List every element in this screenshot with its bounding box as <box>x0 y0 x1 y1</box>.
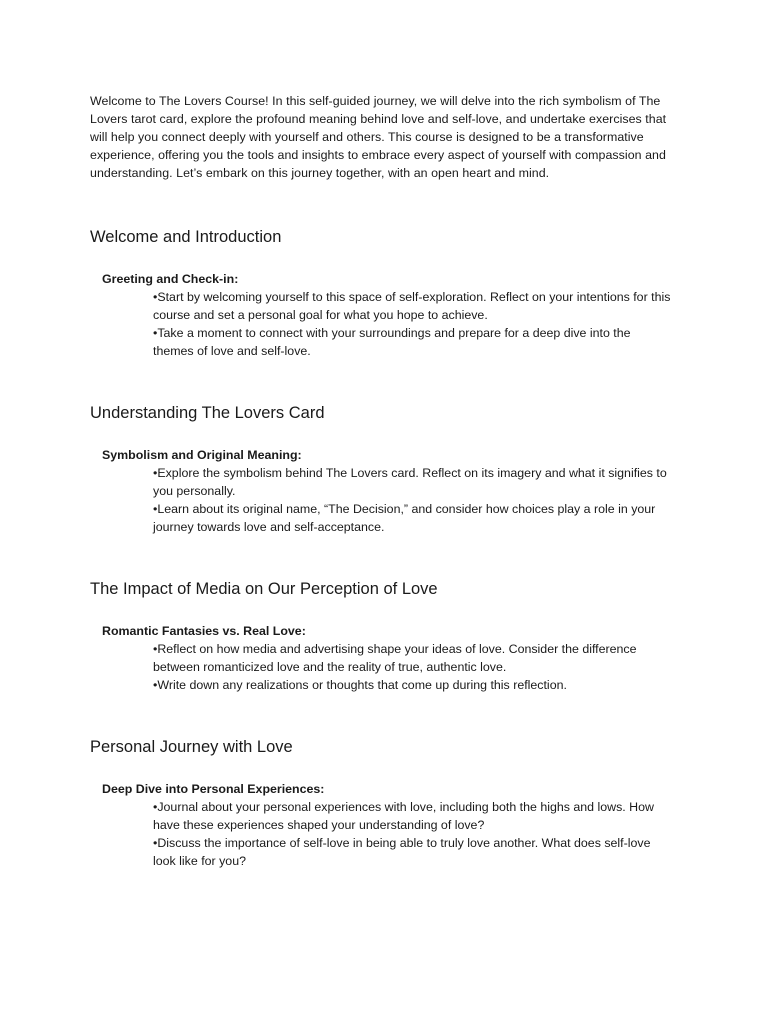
bullet-item: • Discuss the importance of self-love in being able to truly love another. What does self-love look like for you? <box>153 834 673 870</box>
subsection-heading: Symbolism and Original Meaning: <box>102 448 302 462</box>
subsection-heading: Greeting and Check-in: <box>102 272 239 286</box>
bullet-item: • Reflect on how media and advertising shape your ideas of love. Consider the difference between romanticized love and the reality of true, authentic love. <box>153 640 673 676</box>
bullet-item: • Start by welcoming yourself to this space of self-exploration. Reflect on your intentions for this course and set a personal goal for what you hope to achieve. <box>153 288 673 324</box>
bullet-list <box>153 464 673 536</box>
subsection <box>102 780 680 870</box>
bullet-item: • Take a moment to connect with your surroundings and prepare for a deep dive into the themes of love and self-love. <box>153 324 673 360</box>
subsection <box>102 270 680 360</box>
bullet-item: • Explore the symbolism behind The Lovers card. Reflect on its imagery and what it signifies to you personally. <box>153 464 673 500</box>
bullet-item: • Journal about your personal experiences with love, including both the highs and lows. How have these experiences shaped your understanding of love? <box>153 798 673 834</box>
bullet-item: • Write down any realizations or thoughts that come up during this reflection. <box>153 676 673 694</box>
subsection <box>102 446 680 536</box>
section-personal-journey <box>90 736 680 870</box>
bullet-list <box>153 640 673 694</box>
subsection <box>102 622 680 694</box>
section-welcome <box>90 226 680 360</box>
bullet-item: • Learn about its original name, “The Decision,” and consider how choices play a role in your journey towards love and self-acceptance. <box>153 500 673 536</box>
subsection-heading: Deep Dive into Personal Experiences: <box>102 782 325 796</box>
section-heading: Welcome and Introduction <box>90 228 282 246</box>
section-media-impact <box>90 578 680 694</box>
bullet-list <box>153 798 673 870</box>
section-heading: Understanding The Lovers Card <box>90 404 325 422</box>
subsection-heading: Romantic Fantasies vs. Real Love: <box>102 624 306 638</box>
section-lovers-card <box>90 402 680 536</box>
bullet-list <box>153 288 673 360</box>
intro-paragraph: Welcome to The Lovers Course! In this self-guided journey, we will delve into the rich symbolism of The Lovers tarot card, explore the profound meaning behind love and self-love, and undertake exercises that will help you connect deeply with yourself and others. This course is designed to be a transformative experience, offering you the tools and insights to embrace every aspect of yourself with compassion and understanding. Let’s embark on this journey together, with an open heart and mind. <box>90 94 667 180</box>
document-page <box>90 92 680 870</box>
section-heading: Personal Journey with Love <box>90 738 293 756</box>
section-heading: The Impact of Media on Our Perception of Love <box>90 580 438 598</box>
